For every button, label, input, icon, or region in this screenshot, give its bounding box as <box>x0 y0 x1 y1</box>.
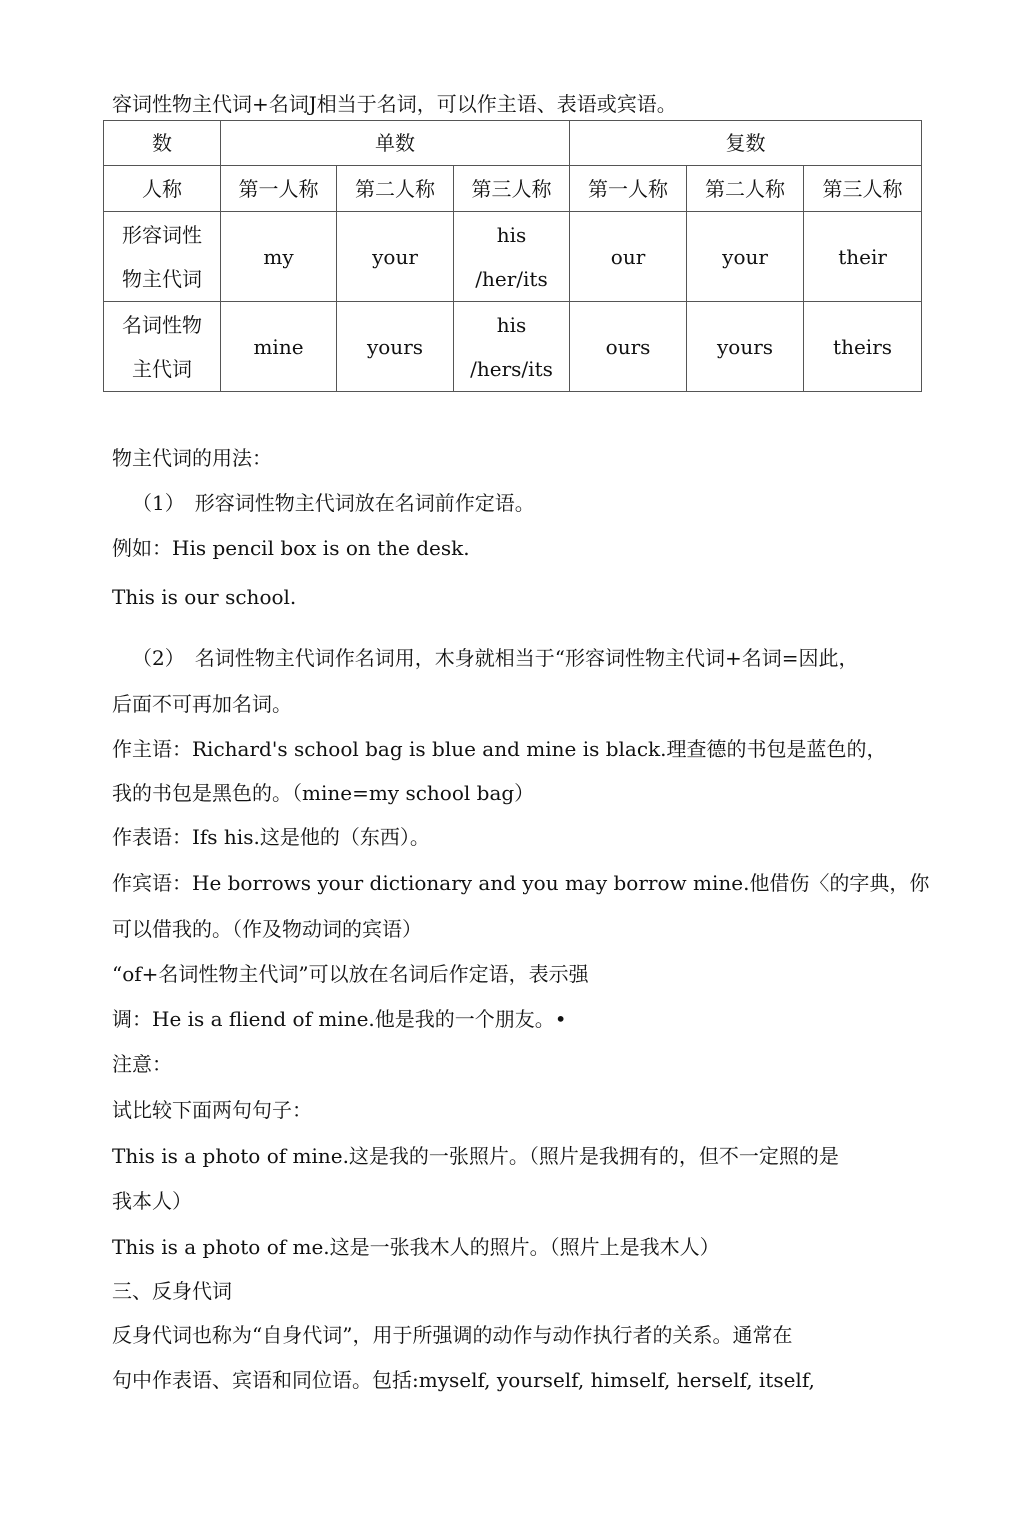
cell-line: /hers/its <box>470 356 553 381</box>
table-cell <box>104 302 221 392</box>
reflexive-line-1: 反身代词也称为“自身代词”，用于所强调的动作与动作执行者的关系。通常在 <box>112 1323 793 1347</box>
table-cell: 人称 <box>104 166 221 212</box>
table-cell <box>454 212 570 302</box>
photo-example-2: This is a photo of me.这是一张我木人的照片。（照片上是我木人） <box>112 1235 720 1259</box>
row-label: 名词性物 <box>122 312 202 337</box>
table-cell <box>104 212 221 302</box>
point-1: （1） 形容词性物主代词放在名词前作定语。 <box>132 491 535 515</box>
cell-line: his <box>496 312 527 337</box>
compare-heading: 试比较下面两句句子： <box>112 1098 312 1122</box>
photo-example-1-line-2: 我本人） <box>112 1189 192 1213</box>
table-cell: 第三人称 <box>454 166 570 212</box>
table-cell: 第三人称 <box>804 166 922 212</box>
table-cell: their <box>804 212 922 302</box>
subject-example-line-2: 我的书包是黑色的。（mine=my school bag） <box>112 781 535 805</box>
point-2-line-1: （2） 名词性物主代词作名词用，木身就相当于“形容词性物主代词+名词=因此， <box>132 646 859 670</box>
table-cell: 第二人称 <box>337 166 454 212</box>
intro-text: 容词性物主代词+名词J相当于名词，可以作主语、表语或宾语。 <box>112 92 677 116</box>
table-cell: theirs <box>804 302 922 392</box>
predicative-example: 作表语：Ifs his.这是他的（东西）。 <box>112 825 430 849</box>
row-label: 物主代词 <box>122 266 202 291</box>
object-example-line-1: 作宾语：He borrows your dictionary and you may borrow mine.他借伤〈的字典，你 <box>112 871 930 895</box>
table-cell: your <box>687 212 804 302</box>
header-singular: 单数 <box>221 121 570 166</box>
table-cell: 第一人称 <box>570 166 687 212</box>
table-cell: our <box>570 212 687 302</box>
example-1: 例如：His pencil box is on the desk. <box>112 536 470 560</box>
header-number: 数 <box>104 121 221 166</box>
table-cell: 第一人称 <box>221 166 337 212</box>
of-phrase-line-2: 调：He is a fliend of mine.他是我的一个朋友。• <box>112 1007 567 1031</box>
note-heading: 注意： <box>112 1052 172 1076</box>
row-label: 形容词性 <box>122 222 202 247</box>
table-cell: mine <box>221 302 337 392</box>
table-cell: your <box>337 212 454 302</box>
table-cell: my <box>221 212 337 302</box>
table-row <box>104 212 922 302</box>
table-row <box>104 121 922 166</box>
table-row <box>104 166 922 212</box>
header-plural: 复数 <box>570 121 922 166</box>
table-cell: yours <box>687 302 804 392</box>
table-cell: ours <box>570 302 687 392</box>
subject-example-line-1: 作主语：Richard's school bag is blue and mine is black.理查德的书包是蓝色的， <box>112 737 887 761</box>
cell-line: /her/its <box>475 266 548 291</box>
possessive-pronoun-table <box>103 120 922 392</box>
of-phrase-line-1: “of+名词性物主代词”可以放在名词后作定语，表示强 <box>112 962 589 986</box>
table-cell: yours <box>337 302 454 392</box>
cell-line: his <box>496 222 527 247</box>
section-3-heading: 三、反身代词 <box>112 1279 232 1303</box>
photo-example-1-line-1: This is a photo of mine.这是我的一张照片。（照片是我拥有的，但不一定照的是 <box>112 1144 839 1168</box>
row-label: 主代词 <box>132 356 192 381</box>
point-2-line-2: 后面不可再加名词。 <box>112 692 292 716</box>
table-cell: 第二人称 <box>687 166 804 212</box>
table-row <box>104 302 922 392</box>
table-cell <box>454 302 570 392</box>
usage-title: 物主代词的用法： <box>112 446 272 470</box>
reflexive-line-2: 句中作表语、宾语和同位语。包括:myself, yourself, himself, herself, itself, <box>112 1368 815 1392</box>
example-2: This is our school. <box>112 585 297 609</box>
object-example-line-2: 可以借我的。（作及物动词的宾语） <box>112 917 422 941</box>
